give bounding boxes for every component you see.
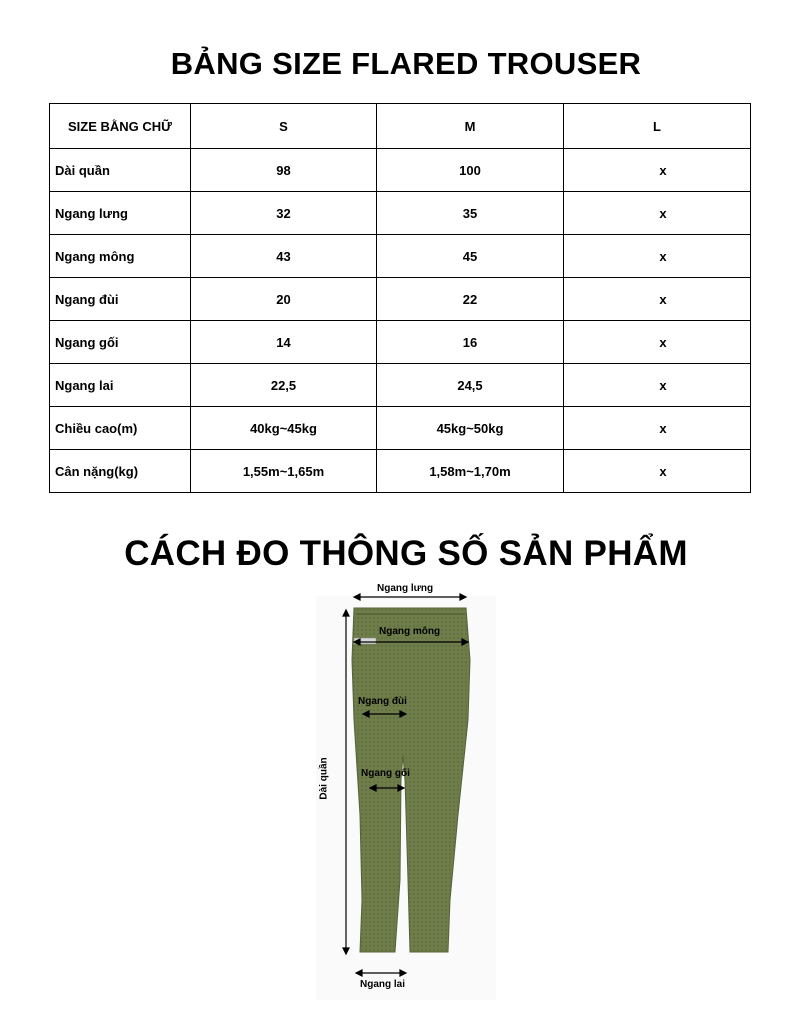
cell-size-m: 22 [377, 278, 564, 321]
trouser-measurement-diagram [300, 580, 520, 1000]
table-header-row [50, 104, 751, 149]
waist-label: Ngang lưng [377, 583, 434, 594]
size-table-title: BẢNG SIZE FLARED TROUSER [170, 46, 642, 81]
cell-size-l: x [564, 407, 751, 450]
row-label: Cân nặng(kg) [50, 450, 191, 493]
trouser-illustration [300, 580, 520, 1000]
cell-size-m: 16 [377, 321, 564, 364]
header-size-label: SIZE BẰNG CHỮ [50, 104, 191, 149]
measure-section-title: CÁCH ĐO THÔNG SỐ SẢN PHẨM [124, 534, 688, 573]
size-table-body [50, 149, 751, 493]
header-size-m: M [377, 104, 564, 149]
cell-size-s: 1,55m~1,65m [191, 450, 377, 493]
row-label: Ngang mông [50, 235, 191, 278]
table-row [50, 450, 751, 493]
cell-size-s: 22,5 [191, 364, 377, 407]
row-label: Dài quần [50, 149, 191, 192]
cell-size-s: 43 [191, 235, 377, 278]
table-row [50, 321, 751, 364]
hip-label: Ngang mông [379, 626, 441, 637]
cell-size-s: 20 [191, 278, 377, 321]
row-label: Ngang lai [50, 364, 191, 407]
size-table [49, 103, 751, 493]
row-label: Ngang lưng [50, 192, 191, 235]
cell-size-m: 45 [377, 235, 564, 278]
cell-size-m: 35 [377, 192, 564, 235]
cell-size-m: 100 [377, 149, 564, 192]
table-row [50, 192, 751, 235]
cell-size-l: x [564, 235, 751, 278]
table-row [50, 149, 751, 192]
header-size-s: S [191, 104, 377, 149]
cell-size-s: 98 [191, 149, 377, 192]
cell-size-l: x [564, 278, 751, 321]
row-label: Ngang đùi [50, 278, 191, 321]
row-label: Chiều cao(m) [50, 407, 191, 450]
length-label: Dài quần [318, 757, 330, 800]
cell-size-s: 40kg~45kg [191, 407, 377, 450]
row-label: Ngang gối [50, 321, 191, 364]
cell-size-l: x [564, 364, 751, 407]
cell-size-s: 14 [191, 321, 377, 364]
cell-size-m: 45kg~50kg [377, 407, 564, 450]
cell-size-l: x [564, 450, 751, 493]
table-row [50, 278, 751, 321]
cell-size-l: x [564, 321, 751, 364]
table-row [50, 364, 751, 407]
table-row [50, 235, 751, 278]
cell-size-l: x [564, 192, 751, 235]
table-row [50, 407, 751, 450]
cell-size-s: 32 [191, 192, 377, 235]
knee-label: Ngang gối [361, 768, 410, 779]
header-size-l: L [564, 104, 751, 149]
thigh-label: Ngang đùi [358, 696, 407, 707]
cell-size-m: 1,58m~1,70m [377, 450, 564, 493]
hem-label: Ngang lai [360, 979, 406, 990]
cell-size-m: 24,5 [377, 364, 564, 407]
cell-size-l: x [564, 149, 751, 192]
